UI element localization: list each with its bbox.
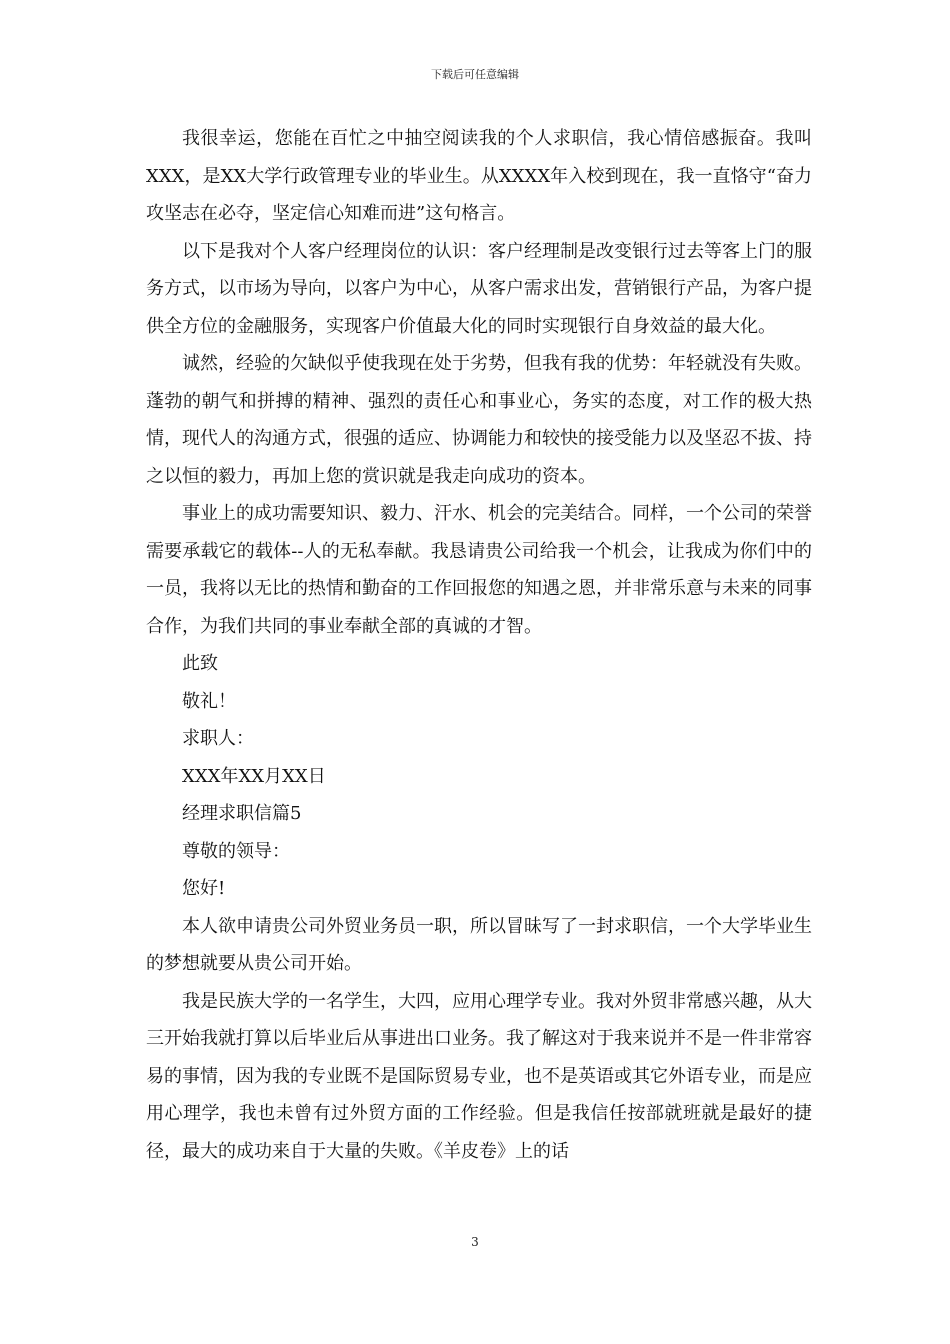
page-header: 下载后可任意编辑	[431, 68, 519, 81]
closing-applicant: 求职人：	[182, 728, 254, 749]
paragraph-4: 事业上的成功需要知识、毅力、汗水、机会的完美结合。同样，一个公司的荣誉需要承载它的载体--人的无私奉献。我恳请贵公司给我一个机会，让我成为你们中的一员，我将以无比的热情和勤奋的工作回报您的知遇之恩，并非常乐意与未来的同事合作，为我们共同的事业奉献全部的真诚的才智。	[146, 503, 812, 637]
paragraph-6: 我是民族大学的一名学生，大四，应用心理学专业。我对外贸非常感兴趣，从大三开始我就打算以后毕业后从事进出口业务。我了解这对于我来说并不是一件非常容易的事情，因为我的专业既不是国际贸易专业，也不是英语或其它外语专业，而是应用心理学，我也未曾有过外贸方面的工作经验。但是我信任按部就班就是最好的捷径，最大的成功来自于大量的失败。《羊皮卷》上的话	[146, 990, 812, 1162]
paragraph-5: 本人欲申请贵公司外贸业务员一职，所以冒昧写了一封求职信，一个大学毕业生的梦想就要从贵公司开始。	[146, 915, 812, 974]
document-body	[146, 120, 812, 1170]
section-title: 经理求职信篇5	[182, 803, 302, 824]
page-number: 3	[471, 1235, 479, 1249]
greeting-hello: 您好!	[182, 878, 226, 899]
closing-date: XXX年XX月XX日	[182, 765, 326, 787]
paragraph-3: 诚然，经验的欠缺似乎使我现在处于劣势，但我有我的优势：年轻就没有失败。蓬勃的朝气和拼搏的精神、强烈的责任心和事业心，务实的态度，对工作的极大热情，现代人的沟通方式，很强的适应、协调能力和较快的接受能力以及坚忍不拔、持之以恒的毅力，再加上您的赏识就是我走向成功的资本。	[146, 353, 812, 487]
closing-salutation: 此致	[182, 653, 218, 674]
closing-regards: 敬礼！	[182, 690, 236, 712]
greeting-addressee: 尊敬的领导：	[182, 840, 290, 862]
paragraph-1: 我很幸运，您能在百忙之中抽空阅读我的个人求职信，我心情倍感振奋。我叫XXX，是XX大学行政管理专业的毕业生。从XXXX年入校到现在，我一直恪守“奋力攻坚志在必夺，坚定信心知难而进”这句格言。	[146, 128, 812, 224]
paragraph-2: 以下是我对个人客户经理岗位的认识：客户经理制是改变银行过去等客上门的服务方式，以市场为导向，以客户为中心，从客户需求出发，营销银行产品，为客户提供全方位的金融服务，实现客户价值最大化的同时实现银行自身效益的最大化。	[146, 240, 812, 337]
